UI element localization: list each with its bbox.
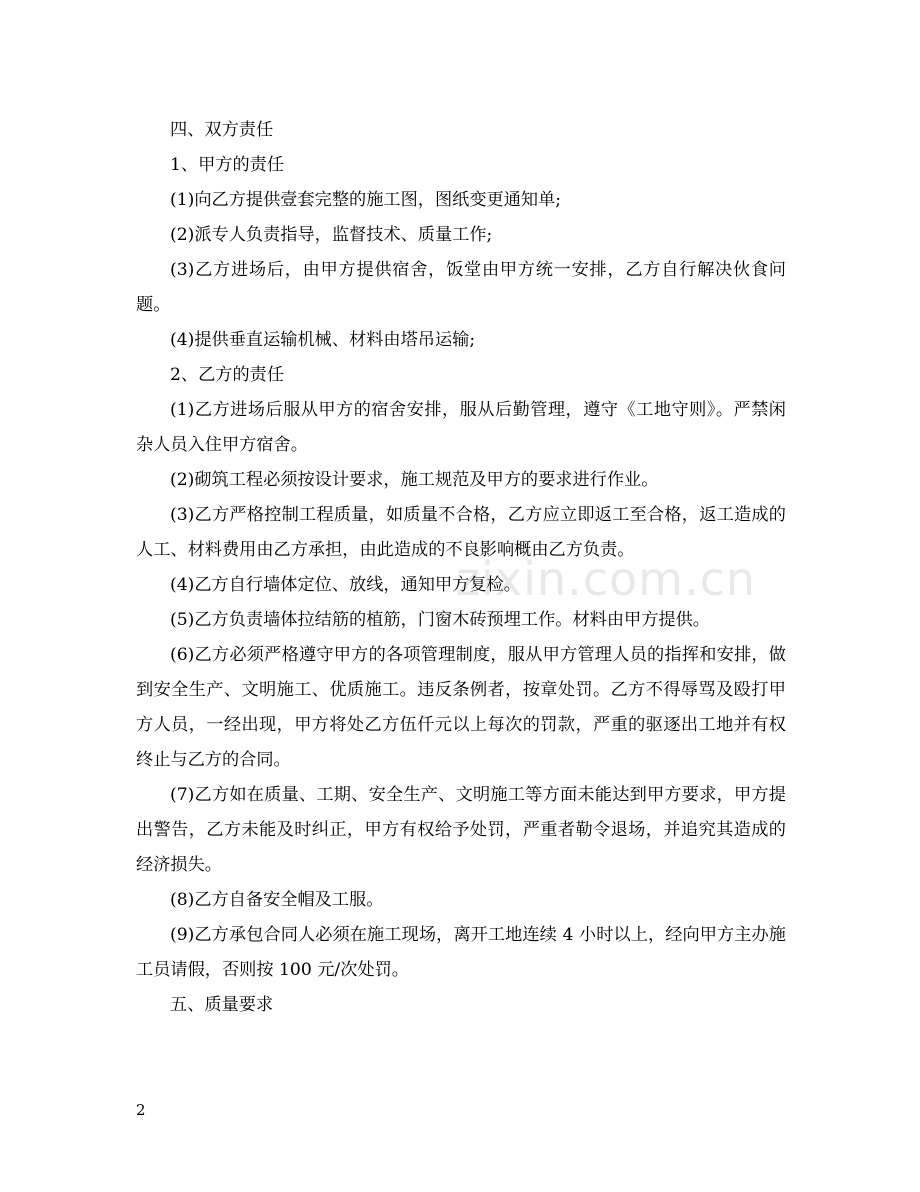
clause-b9: (9)乙方承包合同人必须在施工现场，离开工地连续 4 小时以上，经向甲方主办施工员请假，否则按 100 元/次处罚。 (136, 925, 786, 980)
clause-a1: (1)向乙方提供壹套完整的施工图，图纸变更通知单; (170, 190, 562, 210)
document-body (136, 113, 786, 1023)
clause-b1: (1)乙方进场后服从甲方的宿舍安排，服从后勤管理，遵守《工地守则》。严禁闲杂人员入住甲方宿舍。 (136, 400, 786, 455)
section-heading-quality-requirements: 五、质量要求 (170, 995, 274, 1015)
clause-b5: (5)乙方负责墙体拉结筋的植筋，门窗木砖预埋工作。材料由甲方提供。 (170, 610, 710, 630)
subsection-heading-party-a: 1、甲方的责任 (170, 155, 285, 175)
clause-b4: (4)乙方自行墙体定位、放线，通知甲方复检。 (170, 575, 521, 595)
clause-b8: (8)乙方自备安全帽及工服。 (170, 890, 384, 910)
clause-a2: (2)派专人负责指导，监督技术、质量工作; (170, 225, 493, 245)
clause-a4: (4)提供垂直运输机械、材料由塔吊运输; (170, 330, 476, 350)
clause-a3: (3)乙方进场后，由甲方提供宿舍，饭堂由甲方统一安排，乙方自行解决伙食问题。 (136, 260, 786, 315)
clause-b3: (3)乙方严格控制工程质量，如质量不合格，乙方应立即返工至合格，返工造成的人工、材料费用由乙方承担，由此造成的不良影响概由乙方负责。 (136, 505, 786, 560)
page-number: 2 (136, 1101, 146, 1119)
section-heading-mutual-responsibilities: 四、双方责任 (170, 120, 274, 140)
subsection-heading-party-b: 2、乙方的责任 (170, 365, 285, 385)
clause-b2: (2)砌筑工程必须按设计要求，施工规范及甲方的要求进行作业。 (170, 470, 659, 490)
clause-b6: (6)乙方必须严格遵守甲方的各项管理制度，服从甲方管理人员的指挥和安排，做到安全生产、文明施工、优质施工。违反条例者，按章处罚。乙方不得辱骂及殴打甲方人员，一经出现，甲方将处乙方伍仟元以上每次的罚款，严重的驱逐出工地并有权终止与乙方的合同。 (136, 645, 786, 770)
clause-b7: (7)乙方如在质量、工期、安全生产、文明施工等方面未能达到甲方要求，甲方提出警告，乙方未能及时纠正，甲方有权给予处罚，严重者勒令退场，并追究其造成的经济损失。 (136, 785, 786, 875)
watermark: zixin.com.cn (456, 552, 757, 606)
